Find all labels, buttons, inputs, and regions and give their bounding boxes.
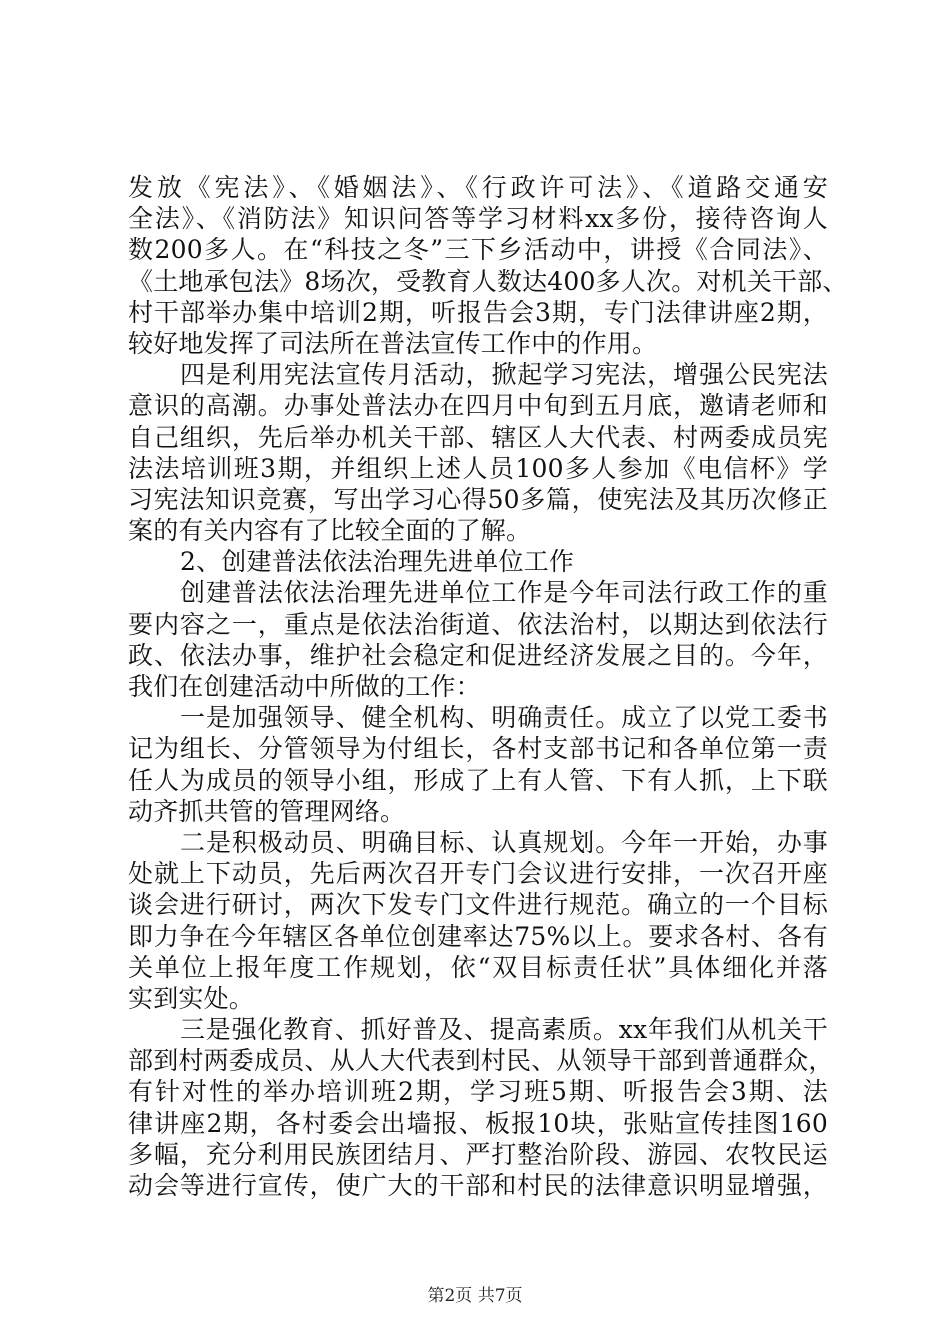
text-line: 有针对性的举办培训班2期，学习班5期、听报告会3期、法 xyxy=(128,1077,828,1107)
text-line: 记为组长、分管领导为付组长，各村支部书记和各单位第一责 xyxy=(128,734,828,764)
text-line: 意识的高潮。办事处普法办在四月中旬到五月底，邀请老师和 xyxy=(128,391,828,421)
text-line: 谈会进行研讨，两次下发专门文件进行规范。确立的一个目标 xyxy=(128,890,828,920)
text-line: 政、依法办事，维护社会稳定和促进经济发展之目的。今年， xyxy=(128,640,828,670)
text-line: 实到实处。 xyxy=(128,983,255,1013)
text-line: 任人为成员的领导小组，形成了上有人管、下有人抓，上下联 xyxy=(128,765,828,795)
text-line: 创建普法依法治理先进单位工作是今年司法行政工作的重 xyxy=(180,578,828,608)
text-line: 关单位上报年度工作规划，依“双目标责任状”具体细化并落 xyxy=(128,952,828,982)
text-line: 发放《宪法》、《婚姻法》、《行政许可法》、《道路交通安 xyxy=(128,173,828,202)
text-line: 数200多人。在“科技之冬”三下乡活动中，讲授《合同法》、 xyxy=(128,235,828,265)
text-line: 自己组织，先后举办机关干部、辖区人大代表、村两委成员宪 xyxy=(128,422,828,452)
text-line: 部到村两委成员、从人大代表到村民、从领导干部到普通群众， xyxy=(128,1046,834,1076)
text-line: 四是利用宪法宣传月活动，掀起学习宪法，增强公民宪法 xyxy=(180,360,828,390)
text-line: 动会等进行宣传，使广大的干部和村民的法律意识明显增强， xyxy=(128,1171,828,1200)
text-line: 三是强化教育、抓好普及、提高素质。xx年我们从机关干 xyxy=(180,1015,828,1045)
text-line: 一是加强领导、健全机构、明确责任。成立了以党工委书 xyxy=(180,703,828,733)
text-line: 多幅，充分利用民族团结月、严打整治阶段、游园、农牧民运 xyxy=(128,1139,828,1169)
text-line: 较好地发挥了司法所在普法宣传工作中的作用。 xyxy=(128,328,658,358)
page-number-footer: 第2页 共7页 xyxy=(427,1286,523,1306)
text-line: 全法》、《消防法》知识问答等学习材料xx多份，接待咨询人 xyxy=(128,204,828,234)
text-line: 习宪法知识竞赛，写出学习心得50多篇，使宪法及其历次修正 xyxy=(128,484,828,514)
text-line: 二是积极动员、明确目标、认真规划。今年一开始，办事 xyxy=(180,827,828,857)
text-line: 2、创建普法依法治理先进单位工作 xyxy=(180,547,575,577)
text-line: 案的有关内容有了比较全面的了解。 xyxy=(128,516,532,546)
document-body xyxy=(128,172,848,1201)
text-line: 要内容之一，重点是依法治街道、依法治村，以期达到依法行 xyxy=(128,609,828,639)
text-line: 法法培训班3期，并组织上述人员100多人参加《电信杯》学 xyxy=(128,453,828,483)
text-line: 村干部举办集中培训2期，听报告会3期，专门法律讲座2期， xyxy=(128,297,828,327)
text-line: 律讲座2期，各村委会出墙报、板报10块，张贴宣传挂图160 xyxy=(128,1108,828,1138)
text-line: 我们在创建活动中所做的工作： xyxy=(128,672,481,701)
text-line: 即力争在今年辖区各单位创建率达75%以上。要求各村、各有 xyxy=(128,921,828,951)
text-line: 《土地承包法》8场次，受教育人数达400多人次。对机关干部、 xyxy=(128,266,848,296)
text-line: 处就上下动员，先后两次召开专门会议进行安排，一次召开座 xyxy=(128,859,828,889)
text-line: 动齐抓共管的管理网络。 xyxy=(128,796,406,826)
